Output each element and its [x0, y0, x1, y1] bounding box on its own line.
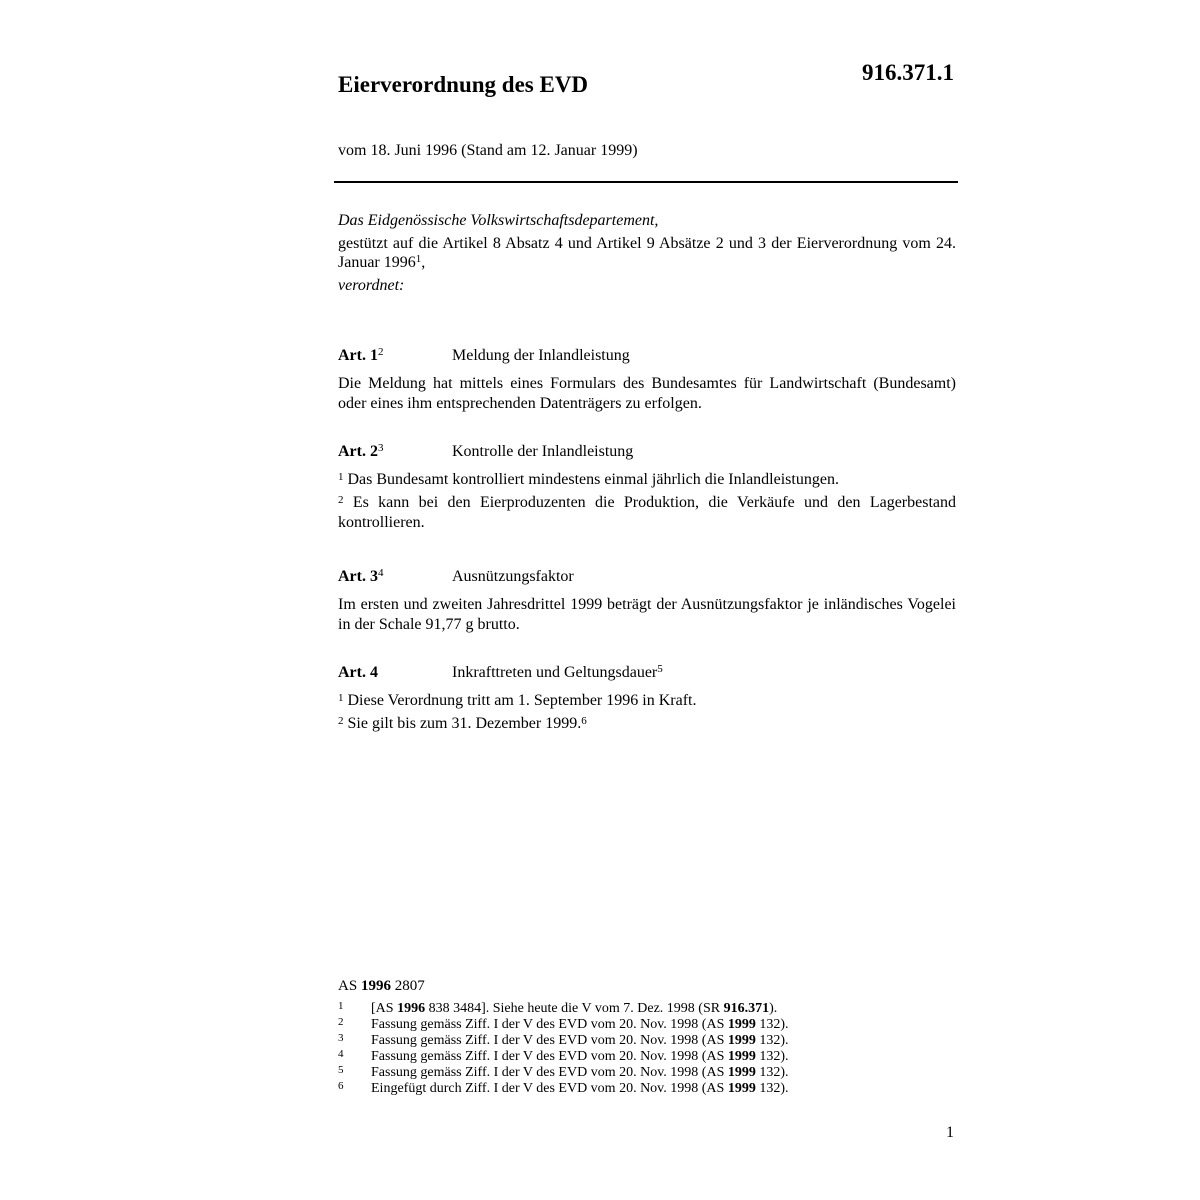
footnote	[338, 1049, 958, 1065]
article-3	[338, 567, 956, 635]
article-heading	[338, 567, 956, 589]
article-heading	[338, 346, 956, 368]
article-title: Ausnützungsfaktor	[452, 568, 574, 585]
as-year: 1996	[360, 978, 391, 994]
article-body: Im ersten und zweiten Jahresdrittel 1999 beträgt der Ausnützungsfaktor je inländisches Vogelei in der Schale 91,77 g brutto.	[338, 596, 956, 633]
paragraph	[338, 714, 956, 734]
paragraph	[338, 493, 956, 533]
paragraph-text: Sie gilt bis zum 31. Dezember 1999.	[347, 715, 582, 732]
footnote	[338, 1065, 958, 1081]
article-number-text: Art. 3	[338, 568, 378, 585]
page-number: 1	[946, 1124, 954, 1141]
issuing-authority: Das Eidgenössische Volkswirtschaftsdepartement,	[338, 212, 659, 229]
decrees: verordnet:	[338, 277, 405, 294]
document-title: Eierverordnung des EVD	[338, 72, 589, 97]
footnote-text: [AS 1996 838 3484]. Siehe heute die V vom 7. Dez. 1998 (SR 916.371).	[371, 1001, 778, 1016]
article-title-text: Inkrafttreten und Geltungsdauer	[452, 664, 658, 681]
footnote-text: Fassung gemäss Ziff. I der V des EVD vom 20. Nov. 1998 (AS 1999 132).	[371, 1049, 789, 1064]
paragraph-number: 2	[338, 494, 344, 506]
article-body	[338, 470, 956, 533]
paragraph-number: 2	[338, 715, 344, 727]
footnote-number: 2	[338, 1016, 344, 1028]
preamble	[338, 211, 956, 299]
footnote-number: 4	[338, 1048, 344, 1060]
article-1	[338, 346, 956, 414]
article-number-text: Art. 1	[338, 347, 378, 364]
footnote-number: 5	[338, 1064, 344, 1076]
footnote-text: Fassung gemäss Ziff. I der V des EVD vom 20. Nov. 1998 (AS 1999 132).	[371, 1017, 789, 1032]
article-title: Kontrolle der Inlandleistung	[452, 443, 634, 460]
footnote-text: Eingefügt durch Ziff. I der V des EVD vom 20. Nov. 1998 (AS 1999 132).	[371, 1081, 789, 1096]
sr-number: 916.371.1	[862, 60, 954, 85]
footnote	[338, 1081, 958, 1097]
as-prefix: AS	[338, 978, 361, 994]
article-number-text: Art. 2	[338, 443, 378, 460]
article-4	[338, 663, 956, 737]
article-heading	[338, 663, 956, 685]
paragraph	[338, 691, 956, 711]
article-number	[338, 567, 383, 587]
footnote-ref: 3	[377, 442, 384, 454]
article-number	[338, 442, 383, 462]
footnote-ref: 4	[377, 567, 384, 579]
paragraph-text: Es kann bei den Eierproduzenten die Produktion, die Verkäufe und den Lagerbestand kontrollieren.	[338, 494, 957, 531]
paragraph-text: Das Bundesamt kontrolliert mindestens einmal jährlich die Inlandleistungen.	[347, 471, 839, 488]
paragraph-number: 1	[338, 692, 344, 704]
footnote-text: Fassung gemäss Ziff. I der V des EVD vom 20. Nov. 1998 (AS 1999 132).	[371, 1065, 789, 1080]
footnote	[338, 1001, 958, 1017]
article-number: Art. 4	[338, 664, 378, 681]
paragraph-number: 1	[338, 471, 344, 483]
header-divider	[334, 181, 958, 183]
article-body	[338, 691, 956, 734]
article-number	[338, 346, 383, 366]
as-reference	[338, 978, 425, 995]
date-line: vom 18. Juni 1996 (Stand am 12. Januar 1999)	[338, 142, 638, 159]
footnote-text: Fassung gemäss Ziff. I der V des EVD vom 20. Nov. 1998 (AS 1999 132).	[371, 1033, 789, 1048]
footnote	[338, 1017, 958, 1033]
article-title	[452, 663, 663, 683]
footnote-ref: 2	[377, 346, 384, 358]
article-title: Meldung der Inlandleistung	[452, 347, 630, 364]
footnote-ref: 1	[415, 253, 422, 265]
legal-basis-end: ,	[421, 254, 426, 271]
paragraph-text: Diese Verordnung tritt am 1. September 1996 in Kraft.	[347, 692, 697, 709]
article-2	[338, 442, 956, 536]
as-page: 2807	[390, 978, 425, 994]
legal-basis	[338, 234, 956, 272]
paragraph	[338, 470, 956, 490]
footnote-number: 6	[338, 1080, 344, 1092]
legal-basis-text: gestützt auf die Artikel 8 Absatz 4 und Artikel 9 Absätze 2 und 3 der Eierverordnung vom 24. Januar 1996	[338, 235, 956, 271]
footnote-number: 1	[338, 1000, 344, 1012]
footnote	[338, 1033, 958, 1049]
article-heading	[338, 442, 956, 464]
footnote-ref: 6	[581, 715, 587, 727]
footnotes	[338, 1001, 958, 1097]
article-body: Die Meldung hat mittels eines Formulars des Bundesamtes für Landwirtschaft (Bundesamt) oder eines ihm entsprechenden Datenträgers zu erfolgen.	[338, 375, 956, 412]
footnote-number: 3	[338, 1032, 344, 1044]
footnote-ref: 5	[657, 663, 663, 675]
